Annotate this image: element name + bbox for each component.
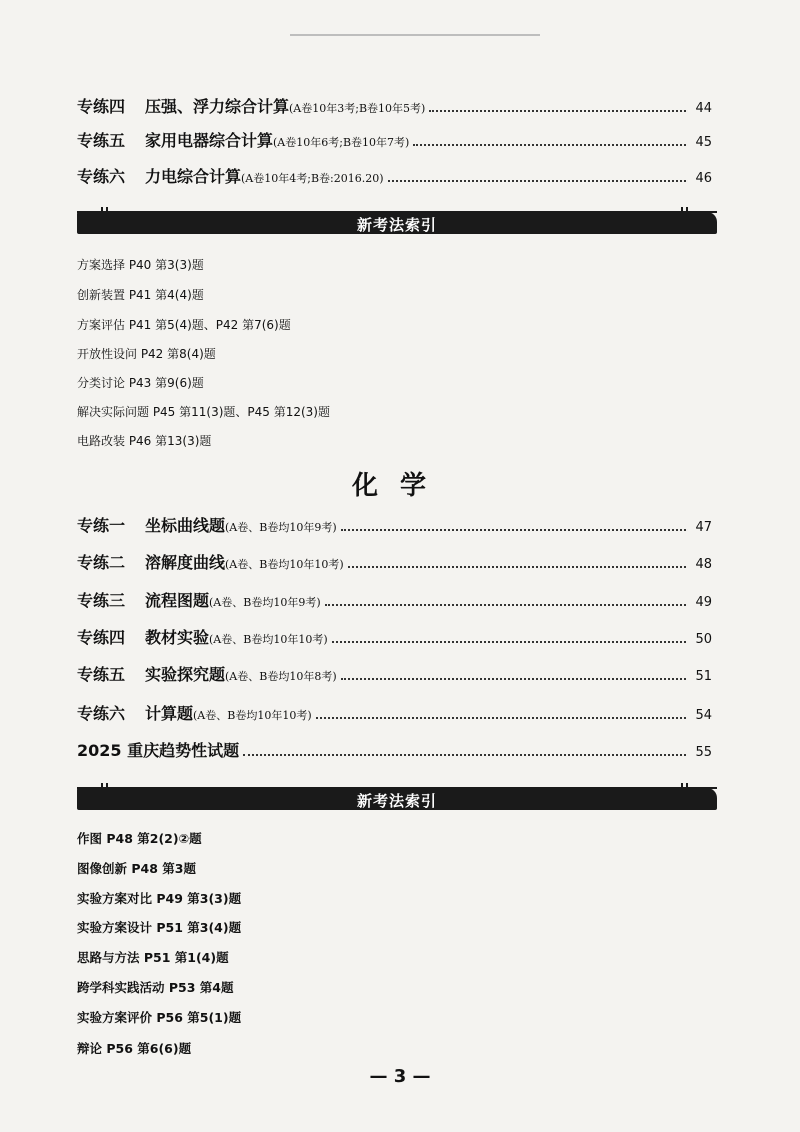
index-item[interactable]: 实验方案设计 P51 第3(4)题 bbox=[77, 920, 242, 935]
toc-row[interactable] bbox=[77, 550, 712, 576]
index-item[interactable]: 方案选择 P40 第3(3)题 bbox=[77, 258, 204, 272]
toc-title: 流程图题 bbox=[145, 591, 210, 610]
toc-note: (A卷、B卷均10年10考) bbox=[225, 558, 344, 571]
toc-row[interactable] bbox=[77, 625, 712, 651]
index-item[interactable]: 开放性设问 P42 第8(4)题 bbox=[77, 347, 216, 361]
dot-leader bbox=[348, 566, 686, 568]
index-banner bbox=[77, 788, 717, 810]
top-rule bbox=[290, 34, 540, 36]
section-title: 化学 bbox=[351, 471, 448, 501]
toc-row[interactable] bbox=[77, 128, 712, 154]
index-item[interactable]: 方案评估 P41 第5(4)题、P42 第7(6)题 bbox=[77, 318, 291, 332]
toc-label: 专练四 bbox=[77, 628, 126, 647]
dot-leader bbox=[341, 678, 686, 680]
toc-row[interactable] bbox=[77, 164, 712, 190]
toc-label: 专练五 bbox=[77, 131, 126, 150]
dot-leader bbox=[341, 529, 686, 531]
toc-row[interactable] bbox=[77, 513, 712, 539]
dot-leader bbox=[316, 717, 686, 719]
index-item[interactable]: 图像创新 P48 第3题 bbox=[77, 861, 196, 876]
toc-note: (A卷10年4考;B卷:2016.20) bbox=[241, 172, 384, 185]
toc-page: 45 bbox=[695, 135, 712, 150]
toc-page: 55 bbox=[695, 745, 712, 760]
toc-row-trend[interactable] bbox=[77, 738, 712, 764]
dot-leader bbox=[413, 144, 686, 146]
toc-label: 专练六 bbox=[77, 704, 126, 723]
dot-leader bbox=[325, 604, 686, 606]
index-item[interactable]: 实验方案对比 P49 第3(3)题 bbox=[77, 891, 242, 906]
index-item[interactable]: 辩论 P56 第6(6)题 bbox=[77, 1041, 192, 1056]
toc-page: 49 bbox=[695, 595, 712, 610]
dot-leader bbox=[243, 754, 686, 756]
toc-title: 2025 重庆趋势性试题 bbox=[77, 741, 240, 760]
index-banner bbox=[77, 212, 717, 234]
toc-title: 实验探究题 bbox=[145, 665, 226, 684]
page-number: — 3 — bbox=[369, 1066, 431, 1087]
toc-label: 专练一 bbox=[77, 516, 126, 535]
toc-label: 专练四 bbox=[77, 97, 126, 116]
toc-page: 46 bbox=[695, 171, 712, 186]
banner-top-line bbox=[77, 787, 717, 789]
toc-page: 44 bbox=[695, 101, 712, 116]
toc-note: (A卷10年6考;B卷10年7考) bbox=[273, 136, 410, 149]
toc-row[interactable] bbox=[77, 662, 712, 688]
toc-note: (A卷10年3考;B卷10年5考) bbox=[289, 102, 426, 115]
toc-title: 计算题 bbox=[145, 704, 194, 723]
index-item[interactable]: 电路改装 P46 第13(3)题 bbox=[77, 434, 212, 448]
toc-note: (A卷、B卷均10年9考) bbox=[225, 521, 337, 534]
toc-page: 48 bbox=[695, 557, 712, 572]
toc-title: 溶解度曲线 bbox=[145, 553, 226, 572]
dot-leader bbox=[388, 180, 686, 182]
banner-top-line bbox=[77, 211, 717, 213]
index-item[interactable]: 实验方案评价 P56 第5(1)题 bbox=[77, 1010, 242, 1025]
toc-page: 51 bbox=[695, 669, 712, 684]
dot-leader bbox=[429, 110, 686, 112]
toc-title: 坐标曲线题 bbox=[145, 516, 226, 535]
toc-note: (A卷、B卷均10年10考) bbox=[193, 709, 312, 722]
toc-title: 力电综合计算 bbox=[145, 167, 242, 186]
index-item[interactable]: 跨学科实践活动 P53 第4题 bbox=[77, 980, 234, 995]
toc-row[interactable] bbox=[77, 588, 712, 614]
toc-page: 54 bbox=[695, 708, 712, 723]
toc-label: 专练五 bbox=[77, 665, 126, 684]
toc-page: 50 bbox=[695, 632, 712, 647]
toc-title: 教材实验 bbox=[145, 628, 210, 647]
banner-title: 新考法索引 bbox=[356, 216, 437, 234]
toc-row[interactable] bbox=[77, 94, 712, 120]
index-item[interactable]: 思路与方法 P51 第1(4)题 bbox=[77, 950, 229, 965]
index-item[interactable]: 作图 P48 第2(2)②题 bbox=[77, 831, 202, 846]
toc-note: (A卷、B卷均10年8考) bbox=[225, 670, 337, 683]
index-item[interactable]: 解决实际问题 P45 第11(3)题、P45 第12(3)题 bbox=[77, 405, 330, 419]
toc-label: 专练六 bbox=[77, 167, 126, 186]
index-item[interactable]: 创新装置 P41 第4(4)题 bbox=[77, 288, 204, 302]
toc-note: (A卷、B卷均10年9考) bbox=[209, 596, 321, 609]
toc-label: 专练三 bbox=[77, 591, 126, 610]
toc-row[interactable] bbox=[77, 701, 712, 727]
toc-page: 47 bbox=[695, 520, 712, 535]
dot-leader bbox=[332, 641, 686, 643]
index-item[interactable]: 分类讨论 P43 第9(6)题 bbox=[77, 376, 204, 390]
toc-label: 专练二 bbox=[77, 553, 126, 572]
banner-title: 新考法索引 bbox=[356, 792, 437, 810]
toc-title: 家用电器综合计算 bbox=[145, 131, 274, 150]
toc-note: (A卷、B卷均10年10考) bbox=[209, 633, 328, 646]
toc-title: 压强、浮力综合计算 bbox=[145, 97, 290, 116]
